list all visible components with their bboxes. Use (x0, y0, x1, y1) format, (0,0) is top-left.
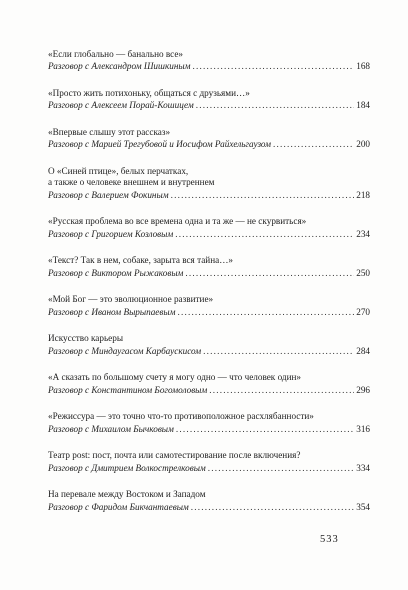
toc-entry-subtitle-row (48, 424, 370, 435)
dot-leader (196, 100, 354, 111)
toc-entry-page: 270 (356, 306, 370, 317)
toc-entry-subtitle: Разговор с Миндаугасом Карбаускисом (48, 345, 202, 356)
toc-entry-page: 184 (356, 100, 370, 111)
toc-entry-subtitle: Разговор с Валерием Фокиным (48, 189, 169, 200)
toc-entry-page: 200 (356, 139, 370, 150)
toc-entry-subtitle: Разговор с Алексеем Порай-Кошицем (48, 100, 194, 111)
toc-entry-subtitle: Разговор с Виктором Рыжаковым (48, 267, 184, 278)
toc-entry (48, 411, 370, 435)
toc-entry (48, 489, 370, 513)
toc-entry (48, 294, 370, 318)
toc-entry-page: 284 (356, 345, 370, 356)
dot-leader (177, 307, 354, 318)
toc-entry-title: «Мой Бог — это эволюционное развитие» (48, 294, 214, 305)
toc-entry (48, 88, 370, 112)
toc-entry-page: 218 (356, 189, 370, 200)
toc-entry (48, 450, 370, 474)
dot-leader (191, 502, 354, 513)
toc-entry-title: а также о человеке внешнем и внутреннем (48, 177, 215, 188)
toc-entry-title: Театр post: пост, почта или самотестирование после включения? (48, 450, 301, 461)
toc-entry-page: 296 (356, 384, 370, 395)
toc-entry (48, 333, 370, 357)
dot-leader (273, 139, 354, 150)
toc-entry-title: «Если глобально — банально все» (48, 49, 184, 59)
toc-entry-subtitle: Разговор с Марией Трегубовой и Иосифом Райхельгаузом (48, 139, 272, 150)
toc-entry-title: «Просто жить потихоньку, общаться с друзьями…» (48, 88, 250, 98)
toc-entry-page: 250 (356, 267, 370, 278)
toc-entry-subtitle: Разговор с Иваном Вырыпаевым (48, 306, 176, 317)
toc-entry-subtitle-row (48, 346, 370, 357)
toc-entry-subtitle-row (48, 139, 370, 150)
toc-entry-subtitle-row (48, 463, 370, 474)
toc-entry-subtitle-row (48, 190, 370, 201)
toc-entry-title: О «Синей птице», белых перчатках, (48, 166, 189, 176)
toc-entry (48, 166, 370, 201)
toc-entry-subtitle-row (48, 61, 370, 72)
toc-entry-subtitle: Разговор с Михаилом Бычковым (48, 423, 174, 434)
toc-entry-title: «Режиссура — это точно что-то противоположное расхлябанности» (48, 411, 314, 422)
toc-entry-subtitle-row (48, 385, 370, 396)
toc-entry (48, 49, 370, 73)
toc-entry-subtitle: Разговор с Григорием Козловым (48, 228, 174, 239)
toc-entry-subtitle-row (48, 502, 370, 513)
toc-entry-subtitle-row (48, 229, 370, 240)
toc-entry-page: 354 (356, 501, 370, 512)
toc-entry (48, 255, 370, 279)
toc-entry-subtitle: Разговор с Дмитрием Волкострелковым (48, 462, 206, 473)
toc-entry-subtitle: Разговор с Александром Шишкиным (48, 61, 191, 72)
toc-entry-subtitle: Разговор с Фаридом Бикчантаевым (48, 501, 189, 512)
dot-leader (175, 229, 354, 240)
toc-entry (48, 372, 370, 396)
toc-entry-title: «Русская проблема во все времена одна и та же — не скурвиться» (48, 216, 307, 227)
table-of-contents (48, 49, 370, 528)
toc-entry (48, 127, 370, 151)
dot-leader (171, 190, 355, 201)
toc-entry-title: «Текст? Так в нем, собаке, зарыта вся тайна…» (48, 255, 233, 266)
toc-entry-title: «А сказать по большому счету я могу одно — что человек один» (48, 372, 301, 383)
dot-leader (185, 268, 354, 279)
dot-leader (203, 346, 354, 357)
toc-entry-page: 234 (356, 228, 370, 239)
toc-entry (48, 216, 370, 240)
toc-entry-page: 316 (356, 423, 370, 434)
toc-entry-subtitle-row (48, 100, 370, 111)
toc-entry-page: 168 (356, 61, 370, 72)
toc-entry-subtitle-row (48, 307, 370, 318)
dot-leader (209, 385, 354, 396)
toc-entry-page: 334 (356, 462, 370, 473)
page-number: 533 (320, 534, 339, 545)
toc-entry-title: «Впервые слышу этот рассказ» (48, 127, 171, 137)
dot-leader (176, 424, 354, 435)
dot-leader (208, 463, 354, 474)
toc-entry-subtitle-row (48, 268, 370, 279)
toc-entry-subtitle: Разговор с Константином Богомоловым (48, 384, 208, 395)
toc-entry-title: На перевале между Востоком и Западом (48, 489, 206, 500)
toc-entry-title: Искусство карьеры (48, 333, 124, 344)
dot-leader (193, 61, 355, 72)
